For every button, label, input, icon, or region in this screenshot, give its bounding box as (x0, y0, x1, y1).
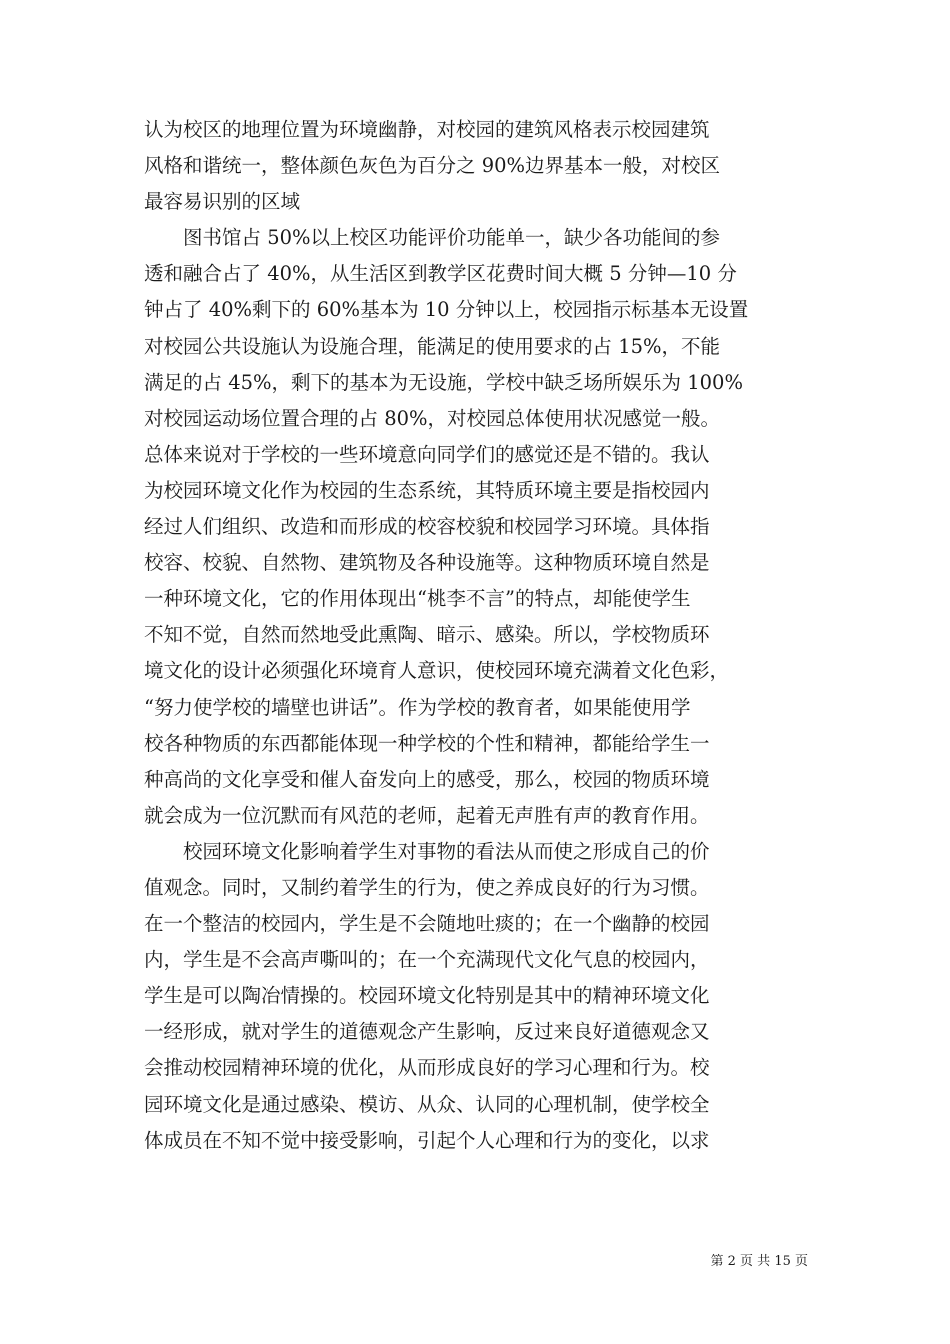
text-line: 认为校区的地理位置为环境幽静，对校园的建筑风格表示校园建筑 (144, 118, 710, 141)
text-line: 值观念。同时，又制约着学生的行为，使之养成良好的行为习惯。 (144, 875, 710, 899)
text-line: 透和融合占了 40%，从生活区到教学区花费时间大概 5 分钟—10 分 (144, 262, 737, 286)
text-line: 经过人们组织、改造和而形成的校容校貌和校园学习环境。具体指 (144, 515, 710, 539)
text-line: 境文化的设计必须强化环境育人意识，使校园环境充满着文化色彩， (144, 659, 730, 683)
text-line: 校容、校貌、自然物、建筑物及各种设施等。这种物质环境自然是 (144, 551, 710, 575)
text-line: 满足的占 45%，剩下的基本为无设施，学校中缺乏场所娱乐为 100% (144, 370, 743, 394)
text-line: 为校园环境文化作为校园的生态系统，其特质环境主要是指校园内 (144, 478, 710, 502)
text-line: 会推动校园精神环境的优化，从而形成良好的学习心理和行为。校 (144, 1056, 710, 1080)
text-line: “努力使学校的墙壁也讲话”。作为学校的教育者，如果能使用学 (144, 695, 691, 719)
text-line: 风格和谐统一，整体颜色灰色为百分之 90%边界基本一般，对校区 (144, 154, 721, 178)
text-line: 最容易识别的区域 (144, 190, 301, 214)
text-line: 钟占了 40%剩下的 60%基本为 10 分钟以上，校园指示标基本无设置 (144, 298, 749, 322)
text-line: 对校园公共设施认为设施合理，能满足的使用要求的占 15%，不能 (144, 334, 721, 358)
text-line: 对校园运动场位置合理的占 80%，对校园总体使用状况感觉一般。 (144, 406, 721, 430)
text-line: 园环境文化是通过感染、模访、从众、认同的心理机制，使学校全 (144, 1092, 710, 1116)
text-line: 内，学生是不会高声嘶叫的；在一个充满现代文化气息的校园内， (144, 948, 710, 972)
text-line: 体成员在不知不觉中接受影响，引起个人心理和行为的变化，以求 (144, 1128, 710, 1152)
text-line: 校园环境文化影响着学生对事物的看法从而使之形成自己的价 (144, 839, 710, 863)
text-line: 图书馆占 50%以上校区功能评价功能单一，缺少各功能间的参 (144, 226, 721, 250)
text-line: 种高尚的文化享受和催人奋发向上的感受，那么，校园的物质环境 (144, 767, 710, 791)
text-line: 校各种物质的东西都能体现一种学校的个性和精神，都能给学生一 (144, 731, 710, 755)
text-line: 一经形成，就对学生的道德观念产生影响，反过来良好道德观念又 (144, 1020, 710, 1044)
text-line: 一种环境文化，它的作用体现出“桃李不言”的特点，却能使学生 (144, 587, 691, 611)
text-line: 总体来说对于学校的一些环境意向同学们的感觉还是不错的。我认 (144, 442, 710, 466)
text-line: 不知不觉，自然而然地受此熏陶、暗示、感染。所以，学校物质环 (144, 623, 710, 647)
page-number: 第 2 页 共 15 页 (710, 1254, 808, 1269)
text-line: 就会成为一位沉默而有风范的老师，起着无声胜有声的教育作用。 (144, 803, 710, 827)
text-line: 学生是可以陶冶情操的。校园环境文化特别是其中的精神环境文化 (144, 984, 710, 1008)
text-line: 在一个整洁的校园内，学生是不会随地吐痰的；在一个幽静的校园 (144, 912, 710, 936)
body-text (144, 112, 808, 1159)
